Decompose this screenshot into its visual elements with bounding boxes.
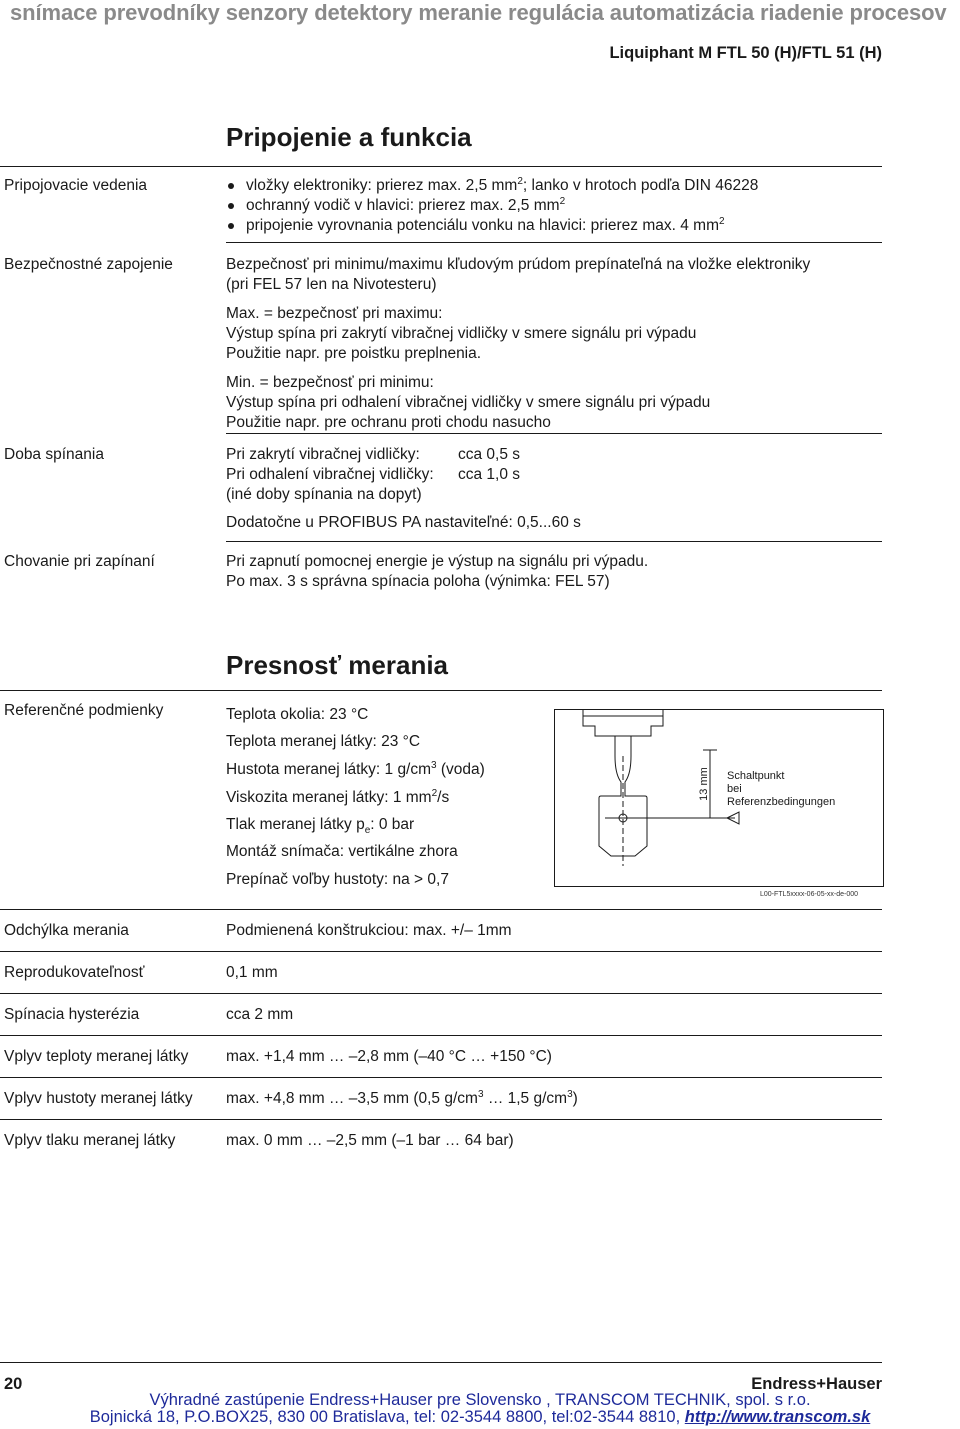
section-divider — [0, 690, 882, 691]
switching-time-label: Doba spínania — [4, 446, 104, 463]
process-connection — [583, 716, 663, 736]
document-title: Liquiphant M FTL 50 (H)/FTL 51 (H) — [609, 44, 882, 62]
repeatability-label: Reprodukovateľnosť — [4, 964, 145, 981]
row-divider — [226, 541, 882, 542]
ref-mounting: Montáž snímača: vertikálne zhora — [226, 843, 458, 860]
ref-temp-medium: Teplota meranej látky: 23 °C — [226, 733, 421, 750]
ref-density: Hustota meranej látky: 1 $g/cm^3$ (voda) — [226, 759, 485, 778]
row-divider — [0, 909, 882, 910]
footer-divider — [0, 1362, 882, 1363]
repeatability-value: 0,1 mm — [226, 964, 278, 981]
figure-code: L00-FTL5xxxx-06-05-xx-de-000 — [760, 891, 859, 898]
section-title-connection: Pripojenie a funkcia — [226, 122, 472, 152]
density-influence-label: Vplyv hustoty meranej látky — [4, 1090, 193, 1107]
row-divider — [0, 1119, 882, 1120]
row-divider — [0, 993, 882, 994]
ref-viscosity: Viskozita meranej látky: 1 $mm^2/s$ — [226, 787, 450, 806]
website-link[interactable]: http://www.transcom.sk — [684, 1408, 871, 1426]
section-divider — [0, 166, 882, 167]
page-number: 20 — [4, 1375, 23, 1393]
temperature-influence-value: max. +1,4 mm … –2,8 mm (–40 °C … +150 °C) — [226, 1048, 552, 1065]
section-title-accuracy: Presnosť merania — [226, 650, 449, 680]
switching-time-text: Pri zakrytí vibračnej vidličky: cca 0,5 s Pri odhalení vibračnej vidličky: cca 1,0 s (iné doby spínania na dopyt) Dodatočne u PROFIBUS PA nastaviteľné: 0,5...60 s — [226, 446, 581, 531]
header-banner: snímace prevodníky senzory detektory meranie regulácia automatizácia riadenie procesov — [10, 0, 947, 25]
hysteresis-label: Spínacia hysterézia — [4, 1006, 140, 1023]
dimension-label: 13 mm — [698, 767, 710, 801]
row-divider — [226, 433, 882, 434]
row-divider — [0, 951, 882, 952]
ref-temp-ambient: Teplota okolia: 23 °C — [226, 706, 369, 723]
deviation-label: Odchýlka merania — [4, 922, 129, 939]
connection-item: ochranný vodič v hlavici: prierez max. 2,5 $mm^2$ — [226, 196, 758, 216]
hysteresis-value: cca 2 mm — [226, 1006, 294, 1023]
footer-address: Bojnická 18, P.O.BOX25, 830 00 Bratislava, tel: 02-3544 8800, tel:02-3544 8810, http://www.transcom.sk — [89, 1408, 871, 1426]
fork-diagram — [555, 710, 883, 886]
brand-name: Endress+Hauser — [751, 1375, 882, 1393]
row-divider — [0, 1077, 882, 1078]
connection-item: vložky elektroniky: prierez max. 2,5 $mm^2$; lanko v hrotoch podľa DIN 46228 — [226, 176, 758, 196]
connection-item: pripojenie vyrovnania potenciálu vonku na hlavici: prierez max. 4 $mm^2$ — [226, 216, 758, 236]
reference-figure — [554, 709, 884, 887]
row-divider — [0, 1035, 882, 1036]
startup-text: Pri zapnutí pomocnej energie je výstup na signálu pri výpadu. Po max. 3 s správna spínacia poloha (výnimka: FEL 57) — [226, 553, 649, 590]
footer-line: Výhradné zastúpenie Endress+Hauser pre Slovensko , TRANSCOM TECHNIK, spol. s r.o. — [149, 1391, 811, 1409]
ref-pressure: Tlak meranej látky $p_e$: 0 bar — [226, 816, 415, 837]
connection-label: Pripojovacie vedenia — [4, 177, 148, 194]
pressure-influence-label: Vplyv tlaku meranej látky — [4, 1132, 176, 1149]
safety-label: Bezpečnostné zapojenie — [4, 256, 173, 273]
figure-caption-line: bei — [727, 783, 742, 795]
temperature-influence-label: Vplyv teploty meranej látky — [4, 1048, 189, 1065]
startup-label: Chovanie pri zapínaní — [4, 553, 155, 570]
deviation-value: Podmienená konštrukciou: max. +/– 1mm — [226, 922, 512, 939]
row-divider — [226, 242, 882, 243]
connection-list — [226, 176, 758, 236]
ref-density-switch: Prepínač voľby hustoty: na > 0,7 — [226, 871, 449, 888]
density-influence-value: max. +4,8 mm … –3,5 mm (0,5 $g/cm^3$ … 1,5 $g/cm^3$) — [226, 1088, 578, 1107]
figure-caption-line: Schaltpunkt — [727, 770, 785, 782]
reference-label: Referenčné podmienky — [4, 702, 164, 719]
safety-text: Bezpečnosť pri minimu/maximu kľudovým prúdom prepínateľná na vložke elektroniky (pri FEL 57 len na Nivotesteru) Max. = bezpečnosť pri maximu: Výstup spína pri zakrytí vibračnej vidličky v smere signálu pri výpadu Použitie napr. pre poistku preplnenia. Min. = bezpečnosť pri minimu: Výstup spína pri odhalení vibračnej vidličky v smere signálu pri výpadu Použitie napr. pre ochranu proti chodu nasucho — [226, 256, 811, 431]
figure-caption-line: Referenzbedingungen — [727, 796, 836, 808]
pressure-influence-value: max. 0 mm … –2,5 mm (–1 bar … 64 bar) — [226, 1132, 514, 1149]
